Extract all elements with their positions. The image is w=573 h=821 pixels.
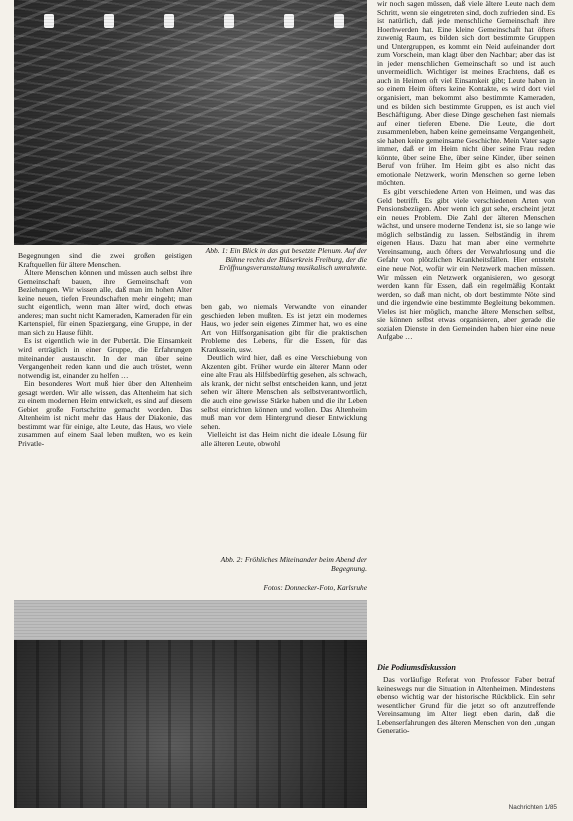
photo-halftone bbox=[14, 600, 367, 808]
photo-halftone bbox=[14, 0, 367, 245]
dance-photo bbox=[14, 600, 367, 808]
page-footer: Nachrichten 1/85 bbox=[508, 804, 557, 811]
paragraph: Ein besonderes Wort muß hier über den Altenheim gesagt werden. Wir alle wissen, das Altenheim hat sich zu einem modernen Heim entwickelt, es sind auf diesem Gebiet große Fortschritte gemacht worden. Das Altenheim ist nicht mehr das Haus der Diakonie, das bestimmt war für einige, alte Leute, das Haus, wo viele zusammen auf einem Saal leben mußten, wo es kein Privatle- bbox=[18, 379, 192, 449]
text-column-middle bbox=[201, 303, 367, 448]
text-column-left bbox=[18, 252, 192, 449]
section-heading: Die Podiumsdiskussion bbox=[377, 663, 456, 672]
plenum-photo bbox=[14, 0, 367, 245]
paragraph: Es gibt verschiedene Arten von Heimen, und was das Geld betrifft. Es gibt viele verschiedenen Arten von Pensionsbezügen. Aber wenn ich gut sehe, erscheint jetzt ein neues Problem. Die Zahl der älteren Menschen wächst, und unsere moderne Tendenz ist, sie so lange wie möglich selbständig zu lassen. Selbständig in ihrem eigenen Haus. Dazu hat man aber eine vermehrte Vereinsamung, auch öfters der Verwahrlosung und die Gefahr von plötzlichen Krankheitsfällen. Hier entsteht eine neue Not, wofür wir ein Netzwerk machen müssen. Wir müssen ein Netzwerk organisieren, wo gesorgt werden kann für Essen, daß ein regelmäßig Kontakt werden, so daß man nicht, ob dort bestimmte Nöte sind und die irgendwie eine bestimmte Begleitung bekommen. Vieles ist hier möglich, manche ältere Menschen selbst, sie können selbst etwas organisieren, aber gerade die sozialen Dienste in den Gemeinden haben hier eine neue Aufgabe … bbox=[377, 187, 555, 342]
paragraph: Ältere Menschen können und müssen auch selbst ihre Gemeinschaft bauen, ihre Gemeinschaft von Beziehungen. Wir wissen alle, daß man im hohen Alter keine neuen, tiefen Freundschaften mehr eingeht; man sucht eigentlich, wenn man älter wird, doch etwas anderes; man sucht nicht Kameraden, Kameraden für ein Kartenspiel, für einen Spaziergang, eine Gruppe, in der man sich zu Hause fühlt. bbox=[18, 268, 192, 337]
paragraph: wir noch sagen müssen, daß viele ältere Leute nach dem Schritt, wenn sie eingetreten sind, doch zufrieden sind. Es ist natürlich, daß jede menschliche Gemeinschaft ihre Hoerhwerden hat. Eine kleine Gemeinschaft hat öfters zuwenig Raum, es bilden sich dort bestimmte Gruppen und Untergruppen, es kommt ein Neid aufeinander dort zum Vorschein, man klagt über den Nachbar; aber das ist in jeder menschlichen Gemeinschaft so und ist auch unvermeidlich. Wichtiger ist meines Erachtens, daß es auch in Heimen oft viel Einsamkeit gibt; Leute haben in so einem Heim öfters keine Kontakte, es wird dort viel organisiert, man bekommt also bestimmte Kameraden, und es bilden sich bestimmte Gruppen, es ist auch viel Beschäftigung. Aber diese Dinge geschehen fast niemals auf einer tieferen Ebene. Die Leute, die dort zusammenleben, haben keine gemeinsame Vergangenheit, sie haben keine gemeinsame Geschichte. Mein Vater sagte immer, daß er im Heim nicht über seine Frau reden könnte, über seine Ehe, über seine Kinder, über seinen Beruf von früher. Im Heim gibt es also nicht das emotionale Netzwerk, worin Menschen so gerne leben möchten. bbox=[377, 0, 555, 188]
paragraph: Es ist eigentlich wie in der Pubertät. Die Einsamkeit wird erträglich in einer Gruppe, die Erfahrungen miteinander austauscht. In der man über seine Vergangenheit reden kann und die auch tröstet, wenn notwendig ist, einander zu helfen … bbox=[18, 336, 192, 380]
paragraph: Vielleicht ist das Heim nicht die ideale Lösung für alle älteren Leute, obwohl bbox=[201, 430, 367, 448]
photo-credit: Fotos: Donnecker-Foto, Karlsruhe bbox=[263, 583, 367, 592]
paragraph: Das vorläufige Referat von Professor Faber betraf keineswegs nur die Situation in Altenheimen. Mindestens ebenso wichtig war der historische Rückblick. Ein sehr wesentlicher Grund für die jetzt so oft anzutreffende Vereinsamung im Alter liegt eben darin, daß die Lebenserfahrungen des älteren Menschen von den ‚ungan Generatio- bbox=[377, 675, 555, 736]
paragraph: Begegnungen sind die zwei großen geistigen Kraftquellen für ältere Menschen. bbox=[18, 251, 192, 269]
photo1-caption: Abb. 1: Ein Blick in das gut besetzte Plenum. Auf der Bühne rechts der Bläserkreis Freiburg, der die Eröffnungsveranstaltung musikalisch umrahmte. bbox=[205, 246, 367, 273]
text-column-right-lower bbox=[377, 676, 555, 736]
photo2-caption: Abb. 2: Fröhliches Miteinander beim Abend der Begegnung. bbox=[220, 555, 367, 573]
text-column-right bbox=[377, 0, 555, 342]
paragraph: ben gab, wo niemals Verwandte von einander geschieden leben mußten. Es ist jetzt ein modernes Haus, wo jeder sein eigenes Zimmer hat, wo es eine Art von Hilfsorganisation gibt für die praktischen Probleme des Lebens, für die Essen, für das Krankssein, usw. bbox=[201, 302, 367, 354]
paragraph: Deutlich wird hier, daß es eine Verschiebung von Akzenten gibt. Früher wurde ein älterer Mann oder eine alte Frau als Hilfsbedürftig gesehen, als schwach, als krank, der nicht selbst entscheiden kann, und jetzt sehen wir ältere Menschen als selbstverantwortlich, die auch eine gewisse Stärke haben und die ihr Leben selbst einrichten können und wollen. Das Altenheim muß man vor dem Hintergrund dieser Entwicklung sehen. bbox=[201, 353, 367, 431]
